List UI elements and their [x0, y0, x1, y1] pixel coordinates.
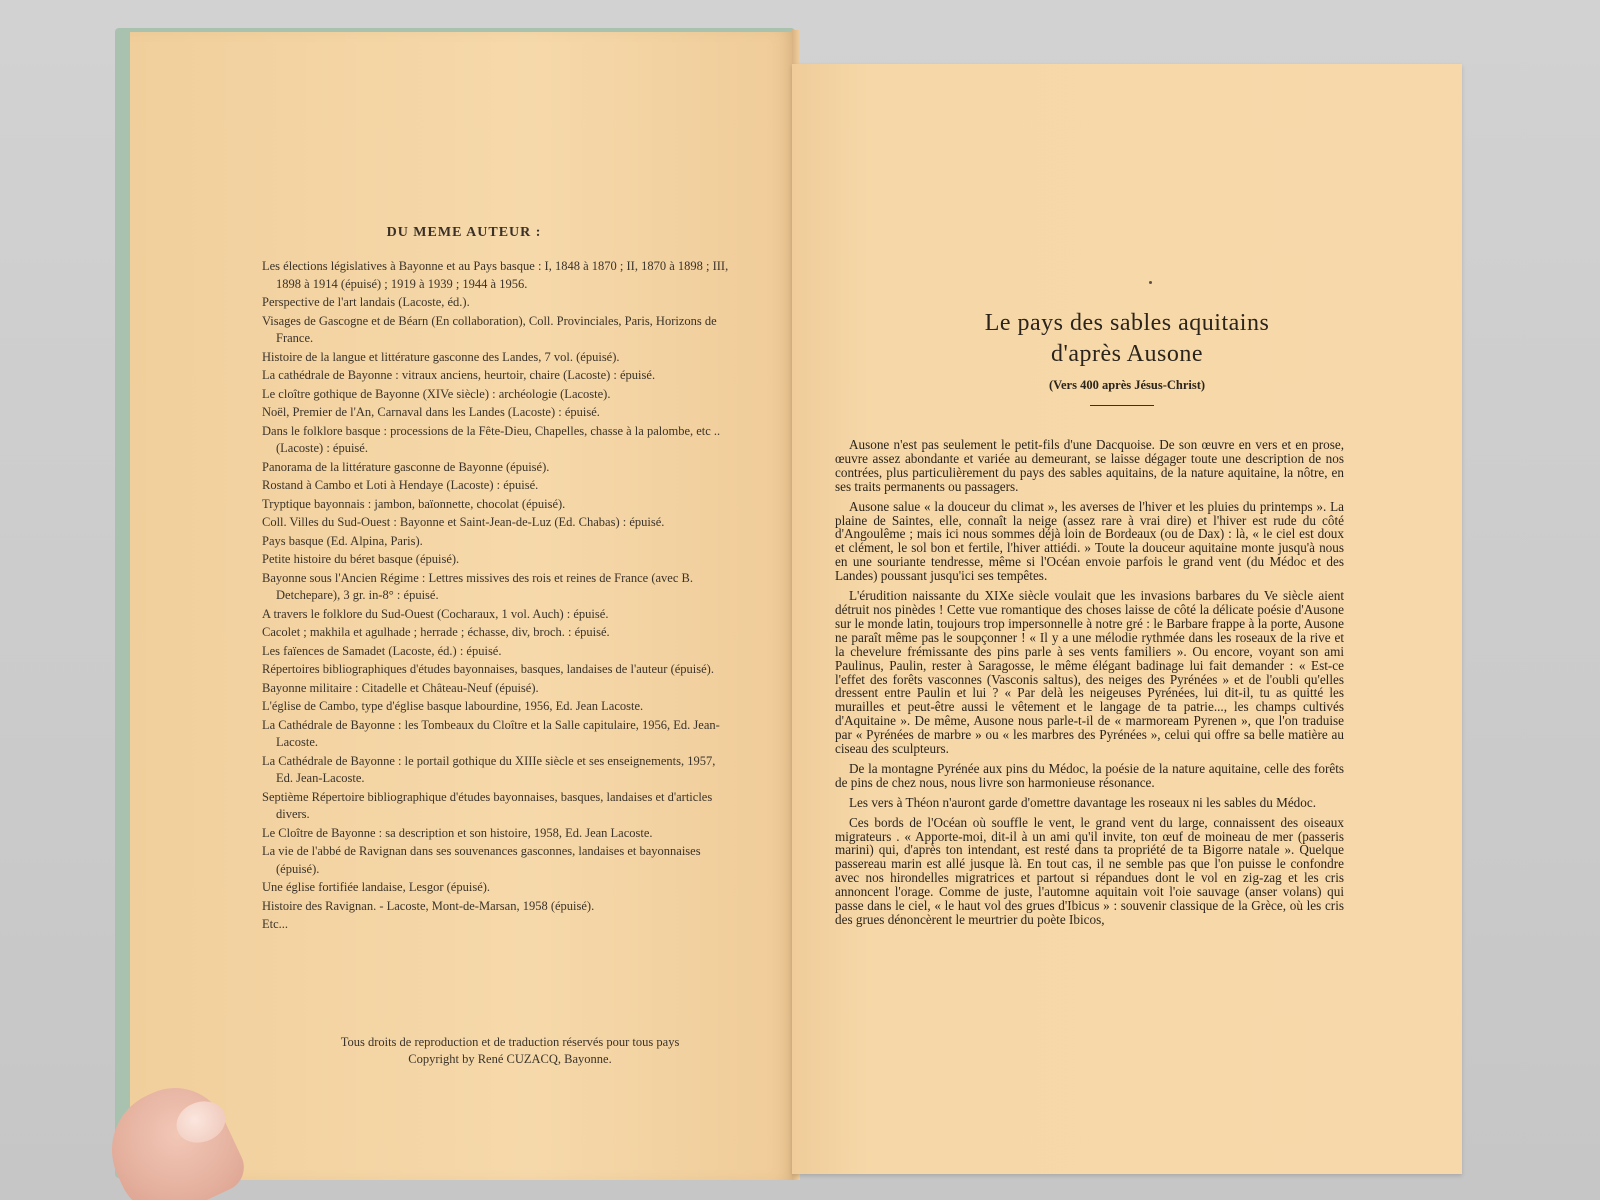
- body-paragraph: De la montagne Pyrénée aux pins du Médoc, la poésie de la nature aquitaine, celle des forêts de pins de chez nous, nous livre son harmonieuse résonance.: [835, 760, 1344, 790]
- bibliography-item: Histoire de la langue et littérature gasconne des Landes, 7 vol. (épuisé).: [262, 349, 620, 364]
- bibliography-item: Le Cloître de Bayonne : sa description et son histoire, 1958, Ed. Jean Lacoste.: [262, 825, 653, 840]
- rights-line: Tous droits de reproduction et de traduction réservés pour tous pays: [340, 1035, 680, 1049]
- body-paragraph: L'érudition naissante du XIXe siècle voulait que les invasions barbares du Ve siècle aient détruit nos pinèdes ! Cette vue romantique des choses laisse de côté la délicate poésie d'Ausone sur le monde latin, toujours trop impersonnelle à notre gré : le Barbare frappe à la porte, Ausone ne paraît même pas le soupçonner ! « Il y a une mélodie rythmée dans les roseaux de la rive et la chevelure frémissante des pins parle à ses vents familiers ». Ou encore, voyant son ami Paulinus, Paulin, rester à Saragosse, le même élégant badinage lui fait demander : « Est-ce l'effet des forêts vasconnes (Vasconis saltus), des neiges des Pyrénées » et de l'oubli qu'elles dressent entre Paulin et lui ? « Par delà les neigeuses Pyrénées, lui dit-il, tu as quitté les murailles et peut-être aussi le vêtement et le langage de ta patrie..., les champs cultivés d'Aquitaine ». De même, Ausone nous parle-t-il de « marmoream Pyrenen », que l'on traduise par « Pyrénées de marbre » ou « les marbres des Pyrénées », celui qui offre sa belle matière au ciseau des sculpteurs.: [835, 588, 1344, 757]
- copyright-line: Copyright by René CUZACQ, Bayonne.: [408, 1052, 612, 1066]
- right-page: [792, 64, 1462, 1174]
- bibliography-item: La cathédrale de Bayonne : vitraux anciens, heurtoir, chaire (Lacoste) : épuisé.: [262, 368, 656, 382]
- bibliography-item: Dans le folklore basque : processions de la Fête-Dieu, Chapelles, chasse à la palombe, etc .. (Lacoste) : épuisé.: [262, 423, 721, 455]
- bibliography-item: Bayonne militaire : Citadelle et Château-Neuf (épuisé).: [262, 680, 539, 695]
- bibliography-item: Panorama de la littérature gasconne de Bayonne (épuisé).: [262, 459, 550, 474]
- bibliography-item: Répertoires bibliographiques d'études bayonnaises, basques, landaises de l'auteur (épuisé).: [262, 662, 714, 676]
- bibliography-item: L'église de Cambo, type d'église basque labourdine, 1956, Ed. Jean Lacoste.: [262, 699, 644, 713]
- bibliography-item: Une église fortifiée landaise, Lesgor (épuisé).: [262, 880, 491, 894]
- body-paragraph: Ausone salue « la douceur du climat », les averses de l'hiver et les pluies du printemps ». La plaine de Saintes, elle, connaît la neige (assez rare à vrai dire) et l'hiver est rude du côté d'Angoulême ; mais ici nous sommes déjà loin de Bordeaux (ou de Dax) : là, « le ciel est doux et clément, le sol bon et fertile, l'hiver attiédi. » Toute la douceur aquitaine monte jusqu'à nous en une souriante tendresse, même si l'Océan envoie parfois le grand vent (du Médoc et des Landes) poussant jusqu'ici ses tempêtes.: [835, 498, 1344, 584]
- article-title: [792, 308, 1462, 370]
- left-page: [130, 32, 798, 1180]
- bibliography-item: Visages de Gascogne et de Béarn (En collaboration), Coll. Provinciales, Paris, Horizons de France.: [262, 313, 717, 345]
- bibliography-item: Tryptique bayonnais : jambon, baïonnette, chocolat (épuisé).: [262, 496, 566, 511]
- title-line: d'après Ausone: [1051, 341, 1203, 367]
- bibliography-list: [262, 258, 732, 935]
- body-paragraph: Ausone n'est pas seulement le petit-fils d'une Dacquoise. De son œuvre en vers et en prose, œuvre assez abondante et variée au demeurant, se laisse dégager toute une description de nos contrées, plus particulièrement du pays des sables aquitains, de la nature aquitaine, la nôtre, en ses traits permanents ou passagers.: [835, 437, 1344, 494]
- bibliography-item: Noël, Premier de l'An, Carnaval dans les Landes (Lacoste) : épuisé.: [262, 405, 600, 419]
- bibliography-item: Histoire des Ravignan. - Lacoste, Mont-de-Marsan, 1958 (épuisé).: [262, 898, 595, 913]
- bibliography-item: Le cloître gothique de Bayonne (XIVe siècle) : archéologie (Lacoste).: [262, 386, 611, 401]
- copyright-notice: [290, 1034, 730, 1068]
- bibliography-item: La Cathédrale de Bayonne : le portail gothique du XIIIe siècle et ses enseignements, 1957, Ed. Jean-Lacoste.: [262, 753, 716, 785]
- bibliography-etc: Etc...: [262, 917, 289, 931]
- bibliography-item: La Cathédrale de Bayonne : les Tombeaux du Cloître et la Salle capitulaire, 1956, Ed. Jean-Lacoste.: [262, 717, 720, 749]
- bibliography-item: A travers le folklore du Sud-Ouest (Cocharaux, 1 vol. Auch) : épuisé.: [262, 606, 609, 621]
- bibliography-item: Petite histoire du béret basque (épuisé).: [262, 552, 460, 566]
- bibliography-item: Pays basque (Ed. Alpina, Paris).: [262, 533, 423, 548]
- body-paragraph: Ces bords de l'Océan où souffle le vent, le grand vent du large, connaissent des oiseaux migrateurs . « Apporte-moi, dit-il à un ami qu'il invite, ton œuf de moineau de mer (passeris marini) qui, d'après ton intendant, est resté dans ta propriété de ta Bigorre natale ». Quelque passereau marin est allé jusque là. En tout cas, il ne semble pas que l'on puisse le confondre avec nos hirondelles migratrices et partout si répandues dont le vol en zig-zag et les cris annoncent l'orage. Comme de juste, l'automne aquitain voit l'oie sauvage (anser volans) qui passe dans le ciel, « le haut vol des grues d'Ibicus » : souvenir classique de la Grèce, où les cris des grues dénoncèrent le meurtrier du poète Ibicos,: [835, 814, 1344, 927]
- bibliography-item: Les faïences de Samadet (Lacoste, éd.) : épuisé.: [262, 643, 502, 658]
- article-subtitle: (Vers 400 après Jésus-Christ): [1048, 378, 1206, 392]
- bibliography-item: Cacolet ; makhila et agulhade ; herrade ; échasse, div, broch. : épuisé.: [262, 625, 610, 639]
- bibliography-item: Septième Répertoire bibliographique d'études bayonnaises, basques, landaises et d'articles divers.: [262, 789, 713, 821]
- bibliography-heading: DU MEME AUTEUR :: [386, 225, 542, 240]
- bibliography-item: Coll. Villes du Sud-Ouest : Bayonne et Saint-Jean-de-Luz (Ed. Chabas) : épuisé.: [262, 515, 665, 529]
- bibliography-item: Rostand à Cambo et Loti à Hendaye (Lacoste) : épuisé.: [262, 478, 539, 492]
- bibliography-item: Les élections législatives à Bayonne et au Pays basque : I, 1848 à 1870 ; II, 1870 à 1898 ; III, 1898 à 1914 (épuisé) ; 1919 à 1939 ; 1944 à 1956.: [262, 259, 729, 291]
- print-speck: [1149, 281, 1152, 284]
- bibliography-item: Perspective de l'art landais (Lacoste, éd.).: [262, 295, 470, 309]
- body-paragraph: Les vers à Théon n'auront garde d'omettre davantage les roseaux ni les sables du Médoc.: [849, 794, 1317, 810]
- bibliography-item: La vie de l'abbé de Ravignan dans ses souvenances gasconnes, landaises et bayonnaises (épuisé).: [262, 844, 701, 876]
- title-line: Le pays des sables aquitains: [984, 310, 1270, 336]
- article-body: [835, 438, 1344, 933]
- title-rule: [1090, 405, 1154, 406]
- bibliography-item: Bayonne sous l'Ancien Régime : Lettres missives des rois et reines de France (avec B. Detchepare), 3 gr. in-8° : épuisé.: [262, 570, 693, 602]
